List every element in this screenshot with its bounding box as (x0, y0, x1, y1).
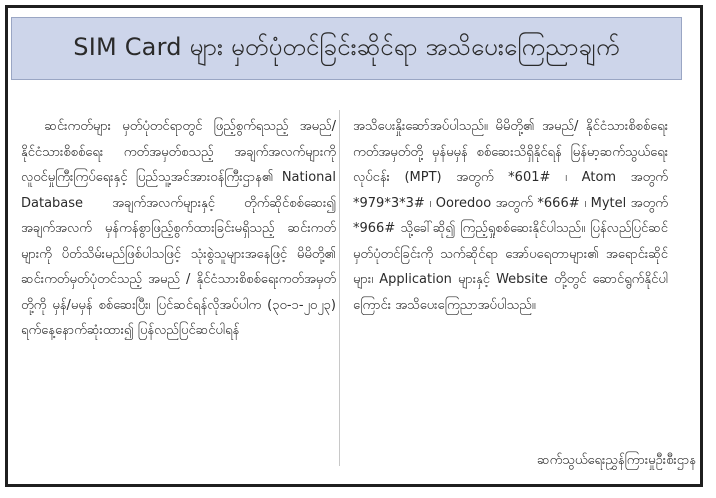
right-column (353, 114, 668, 318)
left-column (21, 114, 336, 344)
column-divider (339, 110, 340, 466)
notice-title: SIM Card များ မှတ်ပုံတင်ခြင်းဆိုင်ရာ အသိပေးကြေညာချက် (73, 32, 620, 61)
left-column-text: ဆင်းကတ်များ မှတ်ပုံတင်ရာတွင် ဖြည့်စွက်ရသည့် အမည်/ နိုင်ငံသားစိစစ်ရေး ကတ်အမှတ်စသည့် အချက်အလက်များကို လူဝင်မှုကြီးကြပ်ရေးနှင့် ပြည်သူ့အင်အားဝန်ကြီးဌာန၏ National Database အချက်အလက်များနှင့် တိုက်ဆိုင်စစ်ဆေး၍ အချက်အလက် မှန်ကန်စွာဖြည့်စွက်ထားခြင်းမရှိသည့် ဆင်းကတ်များကို ပိတ်သိမ်းမည်ဖြစ်ပါသဖြင့် သုံးစွဲသူများအနေဖြင့် မိမိတို့၏ ဆင်းကတ်မှတ်ပုံတင်သည့် အမည် / နိုင်ငံသားစိစစ်ရေးကတ်အမှတ်တို့ကို မှန်/မမှန် စစ်ဆေးပြီး၊ ပြင်ဆင်ရန်လိုအပ်ပါက (၃၀-၁-၂၀၂၃) ရက်နေ့နောက်ဆုံးထား၍ ပြန်လည်ပြင်ဆင်ပါရန် (21, 119, 336, 338)
signature: ဆက်သွယ်ရေးညွှန်ကြားမှုဦးစီးဌာန (537, 453, 696, 468)
title-band (11, 17, 682, 80)
right-column-text: အသိပေးနှိုးဆော်အပ်ပါသည်။ မိမိတို့၏ အမည်/ နိုင်ငံသားစိစစ်ရေး ကတ်အမှတ်တို့ မှန်မမှန် စစ်ဆေးသိရှိနိုင်ရန် မြန်မာ့ဆက်သွယ်ရေးလုပ်ငန်း (MPT) အတွက် *601# ၊ Atom အတွက် *979*3*3# ၊ Ooredoo အတွက် *666# ၊ Mytel အတွက် *966# သို့ခေါ်ဆို၍ ကြည့်ရှုစစ်ဆေးနိုင်ပါသည်။ ပြန်လည်ပြင်ဆင် မှတ်ပုံတင်ခြင်းကို သက်ဆိုင်ရာ အော်ပရေတာများ၏ အရောင်းဆိုင်များ၊ Application များနှင့် Website တို့တွင် ဆောင်ရွက်နိုင်ပါကြောင်း အသိပေးကြေညာအပ်ပါသည်။ (353, 119, 668, 313)
